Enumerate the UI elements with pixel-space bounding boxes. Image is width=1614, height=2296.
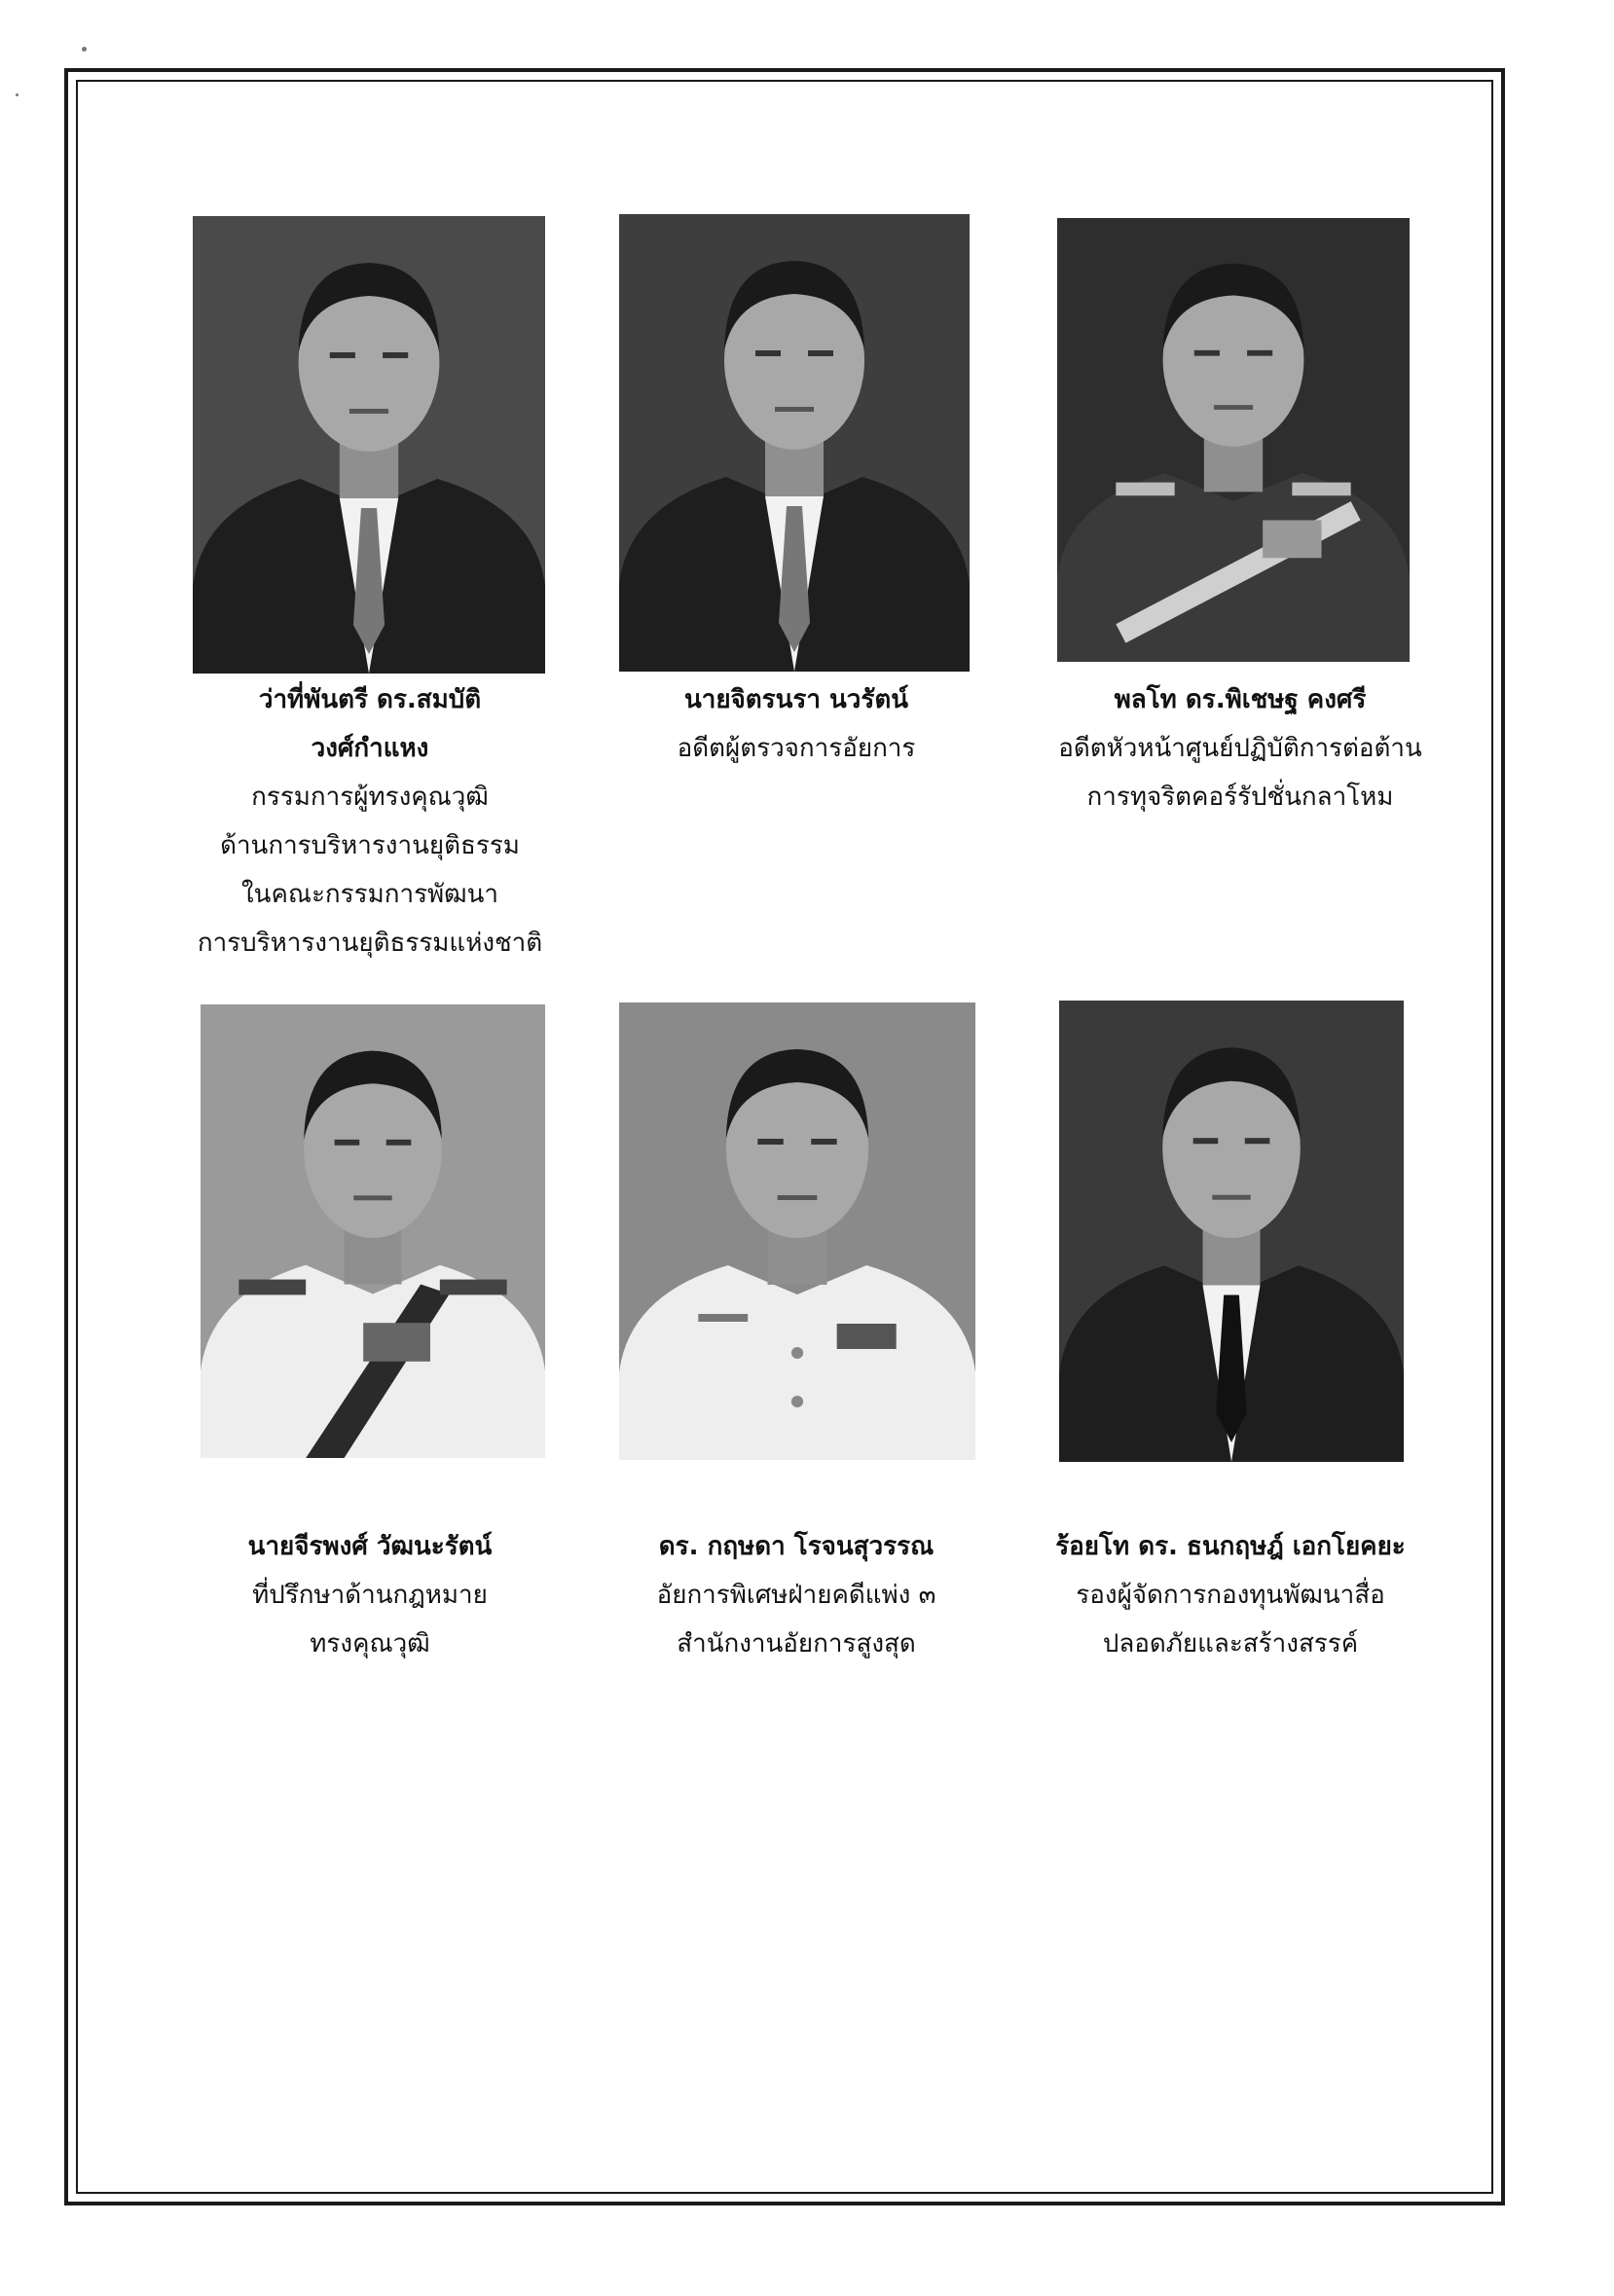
- person-title: ในคณะกรรมการพัฒนา: [240, 880, 499, 909]
- button: [791, 1347, 803, 1359]
- portrait-photo-1: [193, 216, 545, 674]
- medals: [1263, 520, 1321, 558]
- eye: [1193, 1138, 1219, 1144]
- eye: [811, 1139, 836, 1145]
- button: [791, 1396, 803, 1407]
- person-title: อดีตผู้ตรวจการอัยการ: [677, 734, 916, 763]
- person-title: การบริหารงานยุติธรรมแห่งชาติ: [197, 929, 543, 958]
- eye: [1247, 350, 1272, 356]
- scan-speck: [16, 93, 18, 96]
- epaulette: [238, 1280, 306, 1295]
- person-caption-4: [156, 1522, 584, 1668]
- eye: [335, 1140, 360, 1146]
- torso: [619, 1265, 975, 1460]
- portrait-image: [1057, 218, 1410, 662]
- epaulette: [1292, 483, 1350, 496]
- eye: [330, 352, 355, 358]
- person-caption-1: [156, 675, 584, 967]
- epaulette: [440, 1280, 507, 1295]
- portrait-image: [619, 214, 970, 672]
- person-caption-6: [1016, 1522, 1445, 1668]
- person-title: ปลอดภัยและสร้างสรรค์: [1102, 1629, 1359, 1658]
- portrait-photo-3: [1057, 218, 1410, 662]
- eye: [383, 352, 408, 358]
- portrait-image: [193, 216, 545, 674]
- person-title: ด้านการบริหารงานยุติธรรม: [220, 831, 520, 860]
- person-name: ร้อยโท ดร. ธนกฤษฎ์ เอกโยคยะ: [1055, 1532, 1406, 1561]
- mouth: [1214, 405, 1253, 410]
- person-caption-5: [582, 1522, 1010, 1668]
- eye: [755, 350, 781, 356]
- person-title: อดีตหัวหน้าศูนย์ปฏิบัติการต่อต้าน: [1058, 734, 1422, 763]
- person-name: นายจิตรนรา นวรัตน์: [683, 685, 909, 714]
- mouth: [778, 1195, 818, 1200]
- epaulette: [1116, 483, 1174, 496]
- portrait-photo-4: [201, 1004, 545, 1458]
- eye: [1245, 1138, 1270, 1144]
- person-title: รองผู้จัดการกองทุนพัฒนาสื่อ: [1076, 1581, 1385, 1610]
- portrait-photo-2: [619, 214, 970, 672]
- scan-speck: [82, 47, 87, 52]
- person-name: ดร. กฤษดา โรจนสุวรรณ: [658, 1532, 935, 1561]
- person-caption-3: [1026, 675, 1454, 821]
- person-name: นายจีรพงศ์ วัฒนะรัตน์: [247, 1532, 493, 1561]
- portrait-image: [619, 1002, 975, 1460]
- person-name: พลโท ดร.พิเชษฐ คงศรี: [1114, 685, 1367, 714]
- person-title: การทุจริตคอร์รัปชั่นกลาโหม: [1086, 783, 1394, 812]
- portrait-image: [1059, 1001, 1404, 1462]
- person-caption-2: [582, 675, 1010, 773]
- portrait-photo-5: [619, 1002, 975, 1460]
- mouth: [1212, 1195, 1250, 1200]
- person-title: ทรงคุณวุฒิ: [310, 1629, 430, 1658]
- person-name: ว่าที่พันตรี ดร.สมบัติ: [258, 685, 482, 714]
- eye: [1194, 350, 1220, 356]
- person-title: อัยการพิเศษฝ่ายคดีแพ่ง ๓: [656, 1581, 936, 1610]
- eye: [757, 1139, 783, 1145]
- mouth: [353, 1195, 391, 1200]
- person-title: กรรมการผู้ทรงคุณวุฒิ: [251, 783, 489, 812]
- portrait-photo-6: [1059, 1001, 1404, 1462]
- portrait-image: [201, 1004, 545, 1458]
- mouth: [349, 409, 388, 414]
- medals: [363, 1323, 430, 1362]
- medals: [837, 1324, 897, 1349]
- eye: [386, 1140, 412, 1146]
- person-name: วงศ์กำแหง: [311, 734, 429, 763]
- wings-badge: [698, 1314, 748, 1322]
- eye: [808, 350, 833, 356]
- mouth: [775, 407, 814, 412]
- person-title: สำนักงานอัยการสูงสุด: [677, 1629, 916, 1658]
- person-title: ที่ปรึกษาด้านกฎหมาย: [252, 1581, 488, 1610]
